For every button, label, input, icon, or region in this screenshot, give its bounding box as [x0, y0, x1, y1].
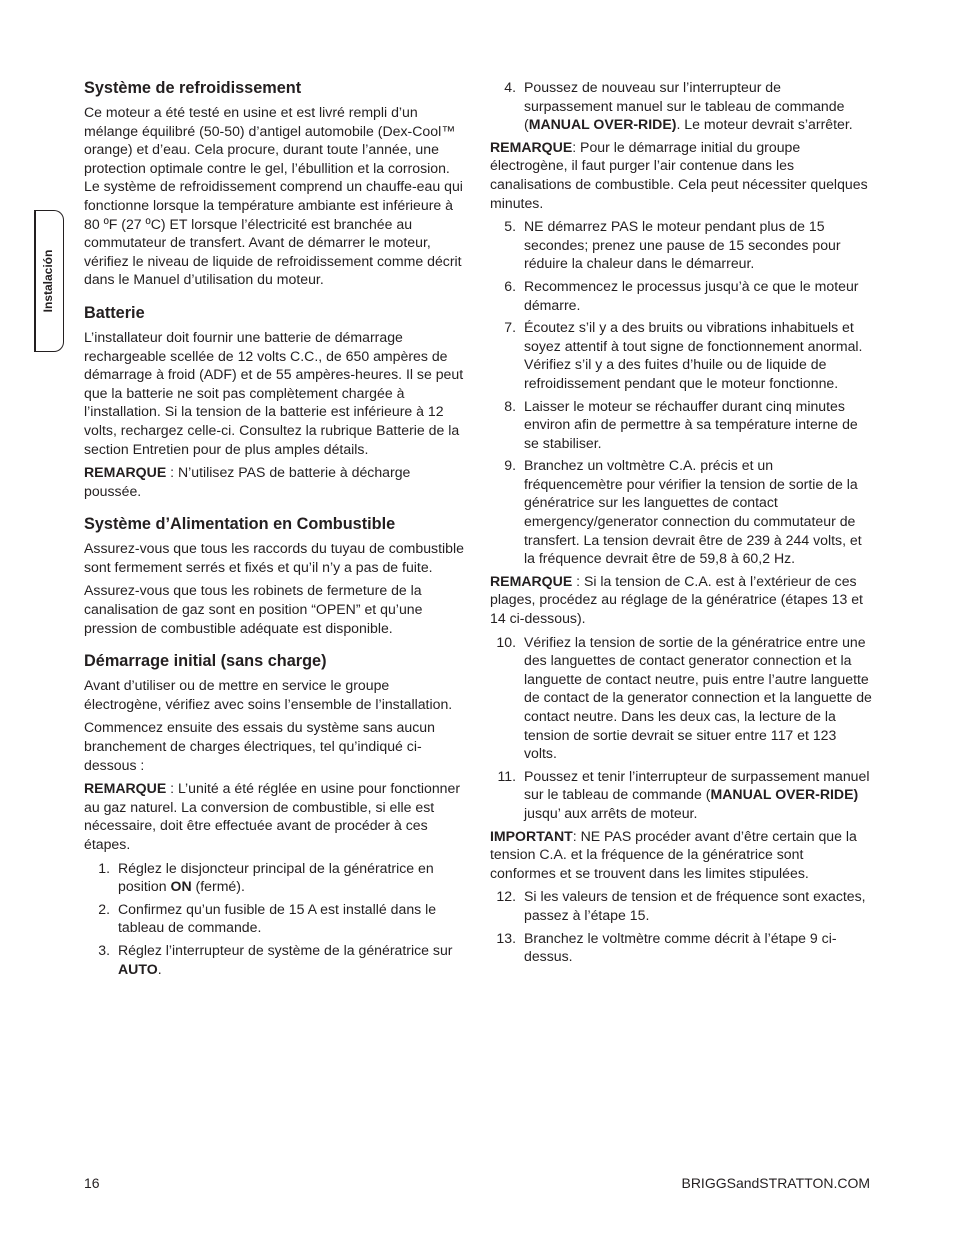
steps-12-13	[490, 887, 872, 965]
list-item: 12. Si les valeurs de tension et de fréquence sont exactes, passez à l’étape 15.	[496, 888, 866, 923]
startup-paragraph-1: Avant d’utiliser ou de mettre en service le groupe électrogène, vérifiez avec soins l’ensemble de l’installation.	[84, 677, 453, 712]
fuel-heading: Système d’Alimentation en Combustible	[84, 515, 396, 534]
startup-note-text: : L’unité a été réglée en usine pour fonctionner au gaz naturel. La conversion de combustible, si elle est nécessaire, doit être effectuée avant de procéder à ces étapes.	[84, 780, 461, 852]
list-item: 11. Poussez et tenir l’interrupteur de surpassement manuel sur le tableau de commande (MANUAL OVER-RIDE) jusqu’ aux arrêts de moteur.	[497, 767, 870, 821]
steps-5-9	[490, 217, 872, 568]
list-item: 13. Branchez le voltmètre comme décrit à l’étape 9 ci-dessus.	[496, 929, 837, 965]
section-startup	[84, 651, 464, 978]
startup-note	[84, 779, 464, 853]
list-item: 4. Poussez de nouveau sur l’interrupteur de surpassement manuel sur le tableau de commande (MANUAL OVER-RIDE). Le moteur devrait s’arrêter.	[504, 79, 853, 133]
startup-heading: Démarrage initial (sans charge)	[84, 652, 327, 671]
note-voltage: REMARQUE : Si la tension de C.A. est à l’extérieur de ces plages, procédez au réglage de la génératrice (étapes 13 et 14 ci-dessous).	[490, 572, 863, 627]
note-purge: REMARQUE: Pour le démarrage initial du groupe électrogène, il faut purger l’air contenue dans les canalisations de combustible. Cela peut nécessiter quelques minutes.	[490, 138, 868, 211]
section-cooling	[84, 78, 464, 289]
steps-10-11	[490, 633, 872, 823]
cooling-paragraph: Ce moteur a été testé en usine et est livré rempli d’un mélange équilibré (50-50) d’antigel automobile (Dex-Cool™ orange) et d’eau. Cela procure, durant toute l’année, une protection optimale contre le gel, l’ébullition et la corrosion. Le système de refroidissement comprend un chauffe-eau qui fonctionne lorsque la température ambiante est inférieure à 80 ºF (27 ºC) ET lorsque l’électricité est branchée au commutateur de transfert. Avant de démarrer le moteur, vérifiez le niveau de liquide de refroidissement comme décrit dans le Manuel d’utilisation du moteur.	[84, 104, 463, 288]
list-item: 8. Laisser le moteur se réchauffer durant cinq minutes environ afin de permettre à sa température interne de se stabiliser.	[504, 397, 858, 451]
left-column	[84, 78, 464, 992]
steps-continued	[490, 78, 872, 134]
side-tab-label: Instalación	[41, 249, 55, 313]
list-item: 10. Vérifiez la tension de sortie de la génératrice entre une des languettes de contact generator connection et la languette de contact neutre, puis entre l’autre languette de contact de la generator connection et la languette de contact neutre. Dans les deux cas, la lecture de la tension de sortie devrait se situer entre 117 et 123 volts.	[496, 633, 872, 762]
battery-paragraph: L’installateur doit fournir une batterie de démarrage rechargeable scellée de 12 volts C.C., de 650 ampères de démarrage à froid (ADF) et de 55 ampères-heures. Il se peut que la batterie ne soit pas complètement chargée à l’installation. Si la tension de la batterie est inférieure à 12 volts, rechargez celle-ci. Consultez la rubrique Batterie de la section Entretien pour de plus amples détails.	[84, 328, 464, 457]
list-item: 5. NE démarrez PAS le moteur pendant plus de 15 secondes; prenez une pause de 15 secondes pour réduire la chaleur dans le démarreur.	[504, 218, 841, 272]
fuel-paragraph-2: Assurez-vous que tous les robinets de fermeture de la canalisation de gaz sont en position “OPEN” et qu’une pression de combustible adéquate est disponible.	[84, 582, 423, 636]
list-item: 3. Réglez l’interrupteur de système de la génératrice sur AUTO.	[98, 941, 453, 977]
section-battery	[84, 303, 464, 500]
battery-note	[84, 463, 464, 500]
battery-note-text: : N’utilisez PAS de batterie à décharge poussée.	[84, 464, 411, 499]
startup-paragraph-2: Commencez ensuite des essais du système sans aucun branchement de charges électriques, tel qu’indiqué ci-dessous :	[84, 719, 435, 773]
page-number: 16	[84, 1175, 100, 1191]
footer-website: BRIGGSandSTRATTON.COM	[681, 1175, 870, 1191]
list-item: 7. Écoutez s’il y a des bruits ou vibrations inhabituels et soyez attentif à tout signe de fonctionnement anormal. Vérifiez s’il y a des fuites d’huile ou de liquide de refroidissement pendant que le moteur fonctionne.	[504, 319, 863, 391]
startup-note-label: REMARQUE	[84, 780, 167, 797]
list-item: 2. Confirmez qu’un fusible de 15 A est installé dans le tableau de commande.	[98, 900, 437, 936]
important-note: IMPORTANT: NE PAS procéder avant d’être certain que la tension C.A. et la fréquence de la génératrice sont conformes et se trouvent dans les limites stipulées.	[490, 827, 857, 881]
list-item: 9. Branchez un voltmètre C.A. précis et un fréquencemètre pour vérifier la tension de sortie de la génératrice sur les languettes de contact emergency/generator connection du commutateur de transfert. La tension devrait être de 239 à 244 volts, et la fréquence devrait être de 59,8 à 60,2 Hz.	[504, 457, 862, 567]
right-column	[490, 78, 872, 970]
startup-steps	[84, 859, 464, 979]
section-fuel	[84, 514, 464, 637]
cooling-heading: Système de refroidissement	[84, 79, 302, 97]
fuel-paragraph-1: Assurez-vous que tous les raccords du tuyau de combustible sont fermement serrés et fixés et qu’il n’y a pas de fuite.	[84, 540, 464, 575]
list-item: 1. Réglez le disjoncteur principal de la génératrice en position ON (fermé).	[98, 859, 434, 895]
battery-heading: Batterie	[84, 303, 145, 322]
list-item: 6. Recommencez le processus jusqu’à ce que le moteur démarre.	[504, 277, 859, 313]
battery-note-label: REMARQUE	[84, 464, 167, 481]
